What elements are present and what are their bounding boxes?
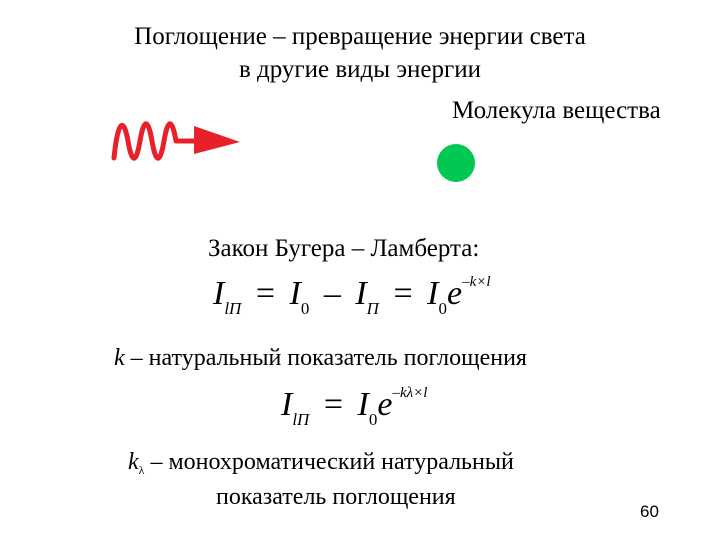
wavy-arrow-icon (106, 118, 246, 164)
k-desc-text: – натуральный показатель поглощения (124, 345, 527, 371)
title-line-1: Поглощение – превращение энергии света (134, 23, 586, 50)
molecule-icon (437, 144, 475, 182)
formula1-Ip: I (355, 275, 367, 312)
law-heading: Закон Бугера – Ламберта: (208, 235, 480, 262)
formula1-e: e (446, 275, 463, 312)
formula1-exponent: –k×l (462, 274, 491, 290)
formula2-exponent: –kλ×l (392, 385, 428, 401)
slide-title (0, 20, 720, 86)
page-number: 60 (640, 502, 659, 521)
formula1-sub-0b: 0 (438, 299, 447, 318)
klambda-subscript: λ (138, 463, 145, 477)
formula1-minus: – (323, 275, 341, 312)
formula1-sub-p: П (366, 299, 379, 318)
molecule-label: Молекула вещества (452, 97, 661, 124)
klambda-description (128, 449, 514, 478)
k-symbol: k (114, 345, 125, 371)
formula1-I0: I (289, 275, 301, 312)
formula2-I0: I (357, 386, 369, 423)
title-line-2: в другие виды энергии (238, 56, 482, 83)
formula-bouguer-lambert (213, 275, 491, 317)
klambda-symbol: k (128, 449, 139, 475)
formula1-sub-lp: lП (224, 299, 242, 318)
formula2-sub-0: 0 (368, 410, 378, 429)
formula1-I: I (213, 275, 225, 312)
k-description (114, 345, 527, 372)
formula2-sub-lp: lП (292, 410, 310, 429)
formula2-I: I (281, 386, 293, 423)
formula1-eq2: = (393, 275, 413, 312)
formula1-eq1: = (255, 275, 276, 312)
formula-monochromatic (281, 386, 427, 428)
formula1-sub-0: 0 (300, 299, 310, 318)
klambda-description-line2: показатель поглощения (216, 484, 456, 510)
formula2-e: e (377, 386, 393, 423)
formula1-I0b: I (427, 275, 439, 312)
formula2-eq: = (323, 386, 344, 423)
klambda-desc-text: – монохроматический натуральный (144, 449, 514, 475)
